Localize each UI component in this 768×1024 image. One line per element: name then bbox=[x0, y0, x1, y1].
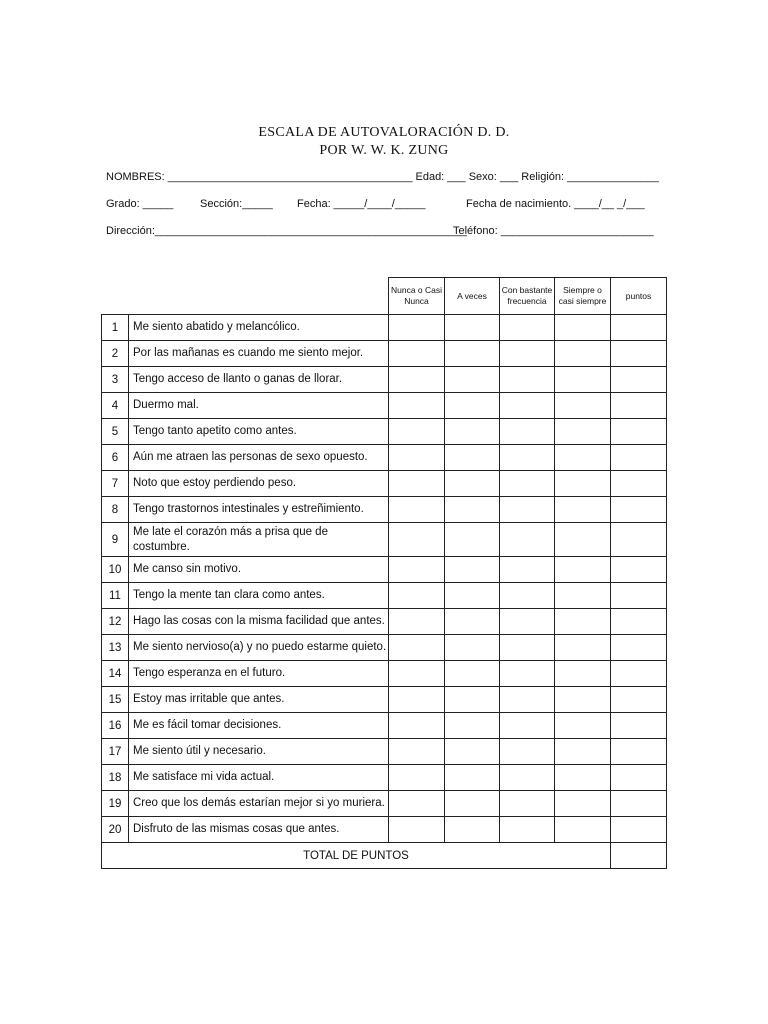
item-number: 12 bbox=[102, 609, 129, 635]
item-number: 14 bbox=[102, 661, 129, 687]
answer-cell-a-veces[interactable] bbox=[445, 471, 500, 497]
answer-cell-con-bastante-frecuencia[interactable] bbox=[500, 471, 555, 497]
item-statement: Tengo trastornos intestinales y estreñimiento. bbox=[129, 497, 389, 523]
item-statement: Tengo tanto apetito como antes. bbox=[129, 419, 389, 445]
header-nunca: Nunca o Casi Nunca bbox=[389, 278, 445, 315]
answer-cell-nunca[interactable] bbox=[389, 765, 445, 791]
answer-cell-con-bastante-frecuencia[interactable] bbox=[500, 791, 555, 817]
answer-cell-a-veces[interactable] bbox=[445, 765, 500, 791]
answer-cell-siempre[interactable] bbox=[555, 635, 611, 661]
item-number: 7 bbox=[102, 471, 129, 497]
table-row bbox=[102, 367, 667, 393]
answer-cell-con-bastante-frecuencia[interactable] bbox=[500, 367, 555, 393]
answer-cell-con-bastante-frecuencia[interactable] bbox=[500, 341, 555, 367]
answer-cell-con-bastante-frecuencia[interactable] bbox=[500, 661, 555, 687]
answer-cell-a-veces[interactable] bbox=[445, 557, 500, 583]
answer-cell-puntos[interactable] bbox=[611, 817, 667, 843]
answer-cell-puntos[interactable] bbox=[611, 315, 667, 341]
header-con-bastante-frecuencia: Con bastante frecuencia bbox=[500, 278, 555, 315]
answer-cell-a-veces[interactable] bbox=[445, 341, 500, 367]
table-row bbox=[102, 609, 667, 635]
table-row bbox=[102, 583, 667, 609]
answer-cell-a-veces[interactable] bbox=[445, 791, 500, 817]
answer-cell-siempre[interactable] bbox=[555, 583, 611, 609]
item-statement: Tengo esperanza en el futuro. bbox=[129, 661, 389, 687]
item-statement: Hago las cosas con la misma facilidad que antes. bbox=[129, 609, 389, 635]
answer-cell-a-veces[interactable] bbox=[445, 367, 500, 393]
answer-cell-con-bastante-frecuencia[interactable] bbox=[500, 739, 555, 765]
item-number: 8 bbox=[102, 497, 129, 523]
answer-cell-a-veces[interactable] bbox=[445, 315, 500, 341]
answer-cell-a-veces[interactable] bbox=[445, 739, 500, 765]
answer-cell-siempre[interactable] bbox=[555, 393, 611, 419]
item-number: 11 bbox=[102, 583, 129, 609]
answer-cell-a-veces[interactable] bbox=[445, 393, 500, 419]
answer-cell-siempre[interactable] bbox=[555, 315, 611, 341]
answer-cell-nunca[interactable] bbox=[389, 687, 445, 713]
total-label: TOTAL DE PUNTOS bbox=[102, 843, 611, 869]
answer-cell-a-veces[interactable] bbox=[445, 523, 500, 557]
item-statement: Me es fácil tomar decisiones. bbox=[129, 713, 389, 739]
table-row bbox=[102, 341, 667, 367]
table-row bbox=[102, 419, 667, 445]
answer-cell-a-veces[interactable] bbox=[445, 817, 500, 843]
answer-cell-nunca[interactable] bbox=[389, 393, 445, 419]
item-statement: Me siento abatido y melancólico. bbox=[129, 315, 389, 341]
answer-cell-a-veces[interactable] bbox=[445, 583, 500, 609]
table-row bbox=[102, 445, 667, 471]
table-row bbox=[102, 713, 667, 739]
answer-cell-puntos[interactable] bbox=[611, 583, 667, 609]
answer-cell-con-bastante-frecuencia[interactable] bbox=[500, 765, 555, 791]
answer-cell-nunca[interactable] bbox=[389, 341, 445, 367]
answer-cell-siempre[interactable] bbox=[555, 609, 611, 635]
header-puntos: puntos bbox=[611, 278, 667, 315]
answer-cell-siempre[interactable] bbox=[555, 497, 611, 523]
header-blank bbox=[102, 278, 389, 315]
answer-cell-puntos[interactable] bbox=[611, 445, 667, 471]
table-row bbox=[102, 393, 667, 419]
answer-cell-a-veces[interactable] bbox=[445, 419, 500, 445]
item-number: 15 bbox=[102, 687, 129, 713]
table-row bbox=[102, 315, 667, 341]
zung-scale-table bbox=[101, 277, 667, 869]
answer-cell-nunca[interactable] bbox=[389, 523, 445, 557]
item-statement: Duermo mal. bbox=[129, 393, 389, 419]
item-number: 18 bbox=[102, 765, 129, 791]
answer-cell-siempre[interactable] bbox=[555, 817, 611, 843]
answer-cell-nunca[interactable] bbox=[389, 817, 445, 843]
item-number: 6 bbox=[102, 445, 129, 471]
item-number: 5 bbox=[102, 419, 129, 445]
answer-cell-siempre[interactable] bbox=[555, 661, 611, 687]
item-statement: Aún me atraen las personas de sexo opuesto. bbox=[129, 445, 389, 471]
table-row bbox=[102, 557, 667, 583]
answer-cell-puntos[interactable] bbox=[611, 739, 667, 765]
answer-cell-a-veces[interactable] bbox=[445, 497, 500, 523]
table-row bbox=[102, 661, 667, 687]
answer-cell-puntos[interactable] bbox=[611, 419, 667, 445]
item-statement: Me siento nervioso(a) y no puedo estarme quieto. bbox=[129, 635, 389, 661]
answer-cell-nunca[interactable] bbox=[389, 367, 445, 393]
table-row bbox=[102, 497, 667, 523]
item-number: 1 bbox=[102, 315, 129, 341]
answer-cell-siempre[interactable] bbox=[555, 445, 611, 471]
answer-cell-nunca[interactable] bbox=[389, 583, 445, 609]
answer-cell-con-bastante-frecuencia[interactable] bbox=[500, 557, 555, 583]
answer-cell-nunca[interactable] bbox=[389, 557, 445, 583]
answer-cell-puntos[interactable] bbox=[611, 765, 667, 791]
item-statement: Me canso sin motivo. bbox=[129, 557, 389, 583]
answer-cell-puntos[interactable] bbox=[611, 341, 667, 367]
answer-cell-nunca[interactable] bbox=[389, 315, 445, 341]
answer-cell-a-veces[interactable] bbox=[445, 609, 500, 635]
answer-cell-con-bastante-frecuencia[interactable] bbox=[500, 445, 555, 471]
item-statement: Me satisface mi vida actual. bbox=[129, 765, 389, 791]
field-fecha-nacimiento[interactable]: Fecha de nacimiento. ____/__ _/___ bbox=[466, 198, 645, 210]
answer-cell-siempre[interactable] bbox=[555, 367, 611, 393]
answer-cell-siempre[interactable] bbox=[555, 419, 611, 445]
item-number: 2 bbox=[102, 341, 129, 367]
table-row bbox=[102, 791, 667, 817]
item-number: 19 bbox=[102, 791, 129, 817]
answer-cell-puntos[interactable] bbox=[611, 471, 667, 497]
answer-cell-puntos[interactable] bbox=[611, 713, 667, 739]
answer-cell-puntos[interactable] bbox=[611, 661, 667, 687]
item-statement: Tengo acceso de llanto o ganas de llorar. bbox=[129, 367, 389, 393]
answer-cell-puntos[interactable] bbox=[611, 791, 667, 817]
answer-cell-puntos[interactable] bbox=[611, 367, 667, 393]
item-statement: Creo que los demás estarían mejor si yo muriera. bbox=[129, 791, 389, 817]
item-statement: Me siento útil y necesario. bbox=[129, 739, 389, 765]
answer-cell-a-veces[interactable] bbox=[445, 661, 500, 687]
answer-cell-siempre[interactable] bbox=[555, 713, 611, 739]
item-number: 16 bbox=[102, 713, 129, 739]
answer-cell-nunca[interactable] bbox=[389, 739, 445, 765]
answer-cell-siempre[interactable] bbox=[555, 687, 611, 713]
document-title: ESCALA DE AUTOVALORACIÓN D. D. bbox=[258, 125, 510, 140]
answer-cell-siempre[interactable] bbox=[555, 557, 611, 583]
answer-cell-con-bastante-frecuencia[interactable] bbox=[500, 609, 555, 635]
answer-cell-puntos[interactable] bbox=[611, 557, 667, 583]
answer-cell-a-veces[interactable] bbox=[445, 635, 500, 661]
field-grado[interactable]: Grado: _____ bbox=[106, 198, 174, 210]
table-row bbox=[102, 765, 667, 791]
item-statement: Estoy mas irritable que antes. bbox=[129, 687, 389, 713]
answer-cell-puntos[interactable] bbox=[611, 523, 667, 557]
answer-cell-siempre[interactable] bbox=[555, 791, 611, 817]
answer-cell-nunca[interactable] bbox=[389, 713, 445, 739]
total-cell[interactable] bbox=[611, 843, 667, 869]
field-seccion[interactable]: Sección:_____ bbox=[200, 198, 273, 210]
answer-cell-siempre[interactable] bbox=[555, 765, 611, 791]
answer-cell-con-bastante-frecuencia[interactable] bbox=[500, 315, 555, 341]
item-number: 10 bbox=[102, 557, 129, 583]
item-number: 13 bbox=[102, 635, 129, 661]
field-fecha[interactable]: Fecha: _____/____/_____ bbox=[297, 198, 426, 210]
table-row bbox=[102, 739, 667, 765]
item-statement: Por las mañanas es cuando me siento mejor. bbox=[129, 341, 389, 367]
item-statement: Disfruto de las mismas cosas que antes. bbox=[129, 817, 389, 843]
field-direccion[interactable]: Dirección:___________________________________________________ bbox=[106, 225, 467, 237]
answer-cell-siempre[interactable] bbox=[555, 739, 611, 765]
answer-cell-con-bastante-frecuencia[interactable] bbox=[500, 635, 555, 661]
answer-cell-con-bastante-frecuencia[interactable] bbox=[500, 583, 555, 609]
table-row bbox=[102, 687, 667, 713]
field-telefono[interactable]: Teléfono: _________________________ bbox=[453, 225, 654, 237]
item-number: 20 bbox=[102, 817, 129, 843]
answer-cell-puntos[interactable] bbox=[611, 635, 667, 661]
answer-cell-nunca[interactable] bbox=[389, 791, 445, 817]
document-author: POR W. W. K. ZUNG bbox=[319, 143, 449, 158]
answer-cell-nunca[interactable] bbox=[389, 445, 445, 471]
answer-cell-a-veces[interactable] bbox=[445, 445, 500, 471]
answer-cell-siempre[interactable] bbox=[555, 341, 611, 367]
table-row bbox=[102, 523, 667, 557]
item-statement: Me late el corazón más a prisa que de costumbre. bbox=[129, 523, 389, 557]
answer-cell-siempre[interactable] bbox=[555, 471, 611, 497]
answer-cell-a-veces[interactable] bbox=[445, 713, 500, 739]
answer-cell-con-bastante-frecuencia[interactable] bbox=[500, 687, 555, 713]
item-statement: Noto que estoy perdiendo peso. bbox=[129, 471, 389, 497]
answer-cell-con-bastante-frecuencia[interactable] bbox=[500, 523, 555, 557]
answer-cell-nunca[interactable] bbox=[389, 471, 445, 497]
table-row bbox=[102, 635, 667, 661]
answer-cell-nunca[interactable] bbox=[389, 635, 445, 661]
answer-cell-puntos[interactable] bbox=[611, 687, 667, 713]
table-row bbox=[102, 471, 667, 497]
answer-cell-puntos[interactable] bbox=[611, 609, 667, 635]
field-nombres-edad-sexo-religion[interactable]: NOMBRES: ________________________________________ Edad: ___ Sexo: ___ Religión: _______________ bbox=[106, 171, 659, 183]
answer-cell-con-bastante-frecuencia[interactable] bbox=[500, 419, 555, 445]
answer-cell-puntos[interactable] bbox=[611, 393, 667, 419]
table-row bbox=[102, 817, 667, 843]
answer-cell-con-bastante-frecuencia[interactable] bbox=[500, 817, 555, 843]
answer-cell-siempre[interactable] bbox=[555, 523, 611, 557]
header-siempre: Siempre o casi siempre bbox=[555, 278, 611, 315]
item-number: 17 bbox=[102, 739, 129, 765]
item-number: 9 bbox=[102, 523, 129, 557]
answer-cell-con-bastante-frecuencia[interactable] bbox=[500, 393, 555, 419]
answer-cell-a-veces[interactable] bbox=[445, 687, 500, 713]
answer-cell-nunca[interactable] bbox=[389, 497, 445, 523]
answer-cell-nunca[interactable] bbox=[389, 609, 445, 635]
header-a-veces: A veces bbox=[445, 278, 500, 315]
answer-cell-con-bastante-frecuencia[interactable] bbox=[500, 713, 555, 739]
item-statement: Tengo la mente tan clara como antes. bbox=[129, 583, 389, 609]
item-number: 4 bbox=[102, 393, 129, 419]
answer-cell-con-bastante-frecuencia[interactable] bbox=[500, 497, 555, 523]
item-number: 3 bbox=[102, 367, 129, 393]
answer-cell-nunca[interactable] bbox=[389, 661, 445, 687]
answer-cell-nunca[interactable] bbox=[389, 419, 445, 445]
answer-cell-puntos[interactable] bbox=[611, 497, 667, 523]
